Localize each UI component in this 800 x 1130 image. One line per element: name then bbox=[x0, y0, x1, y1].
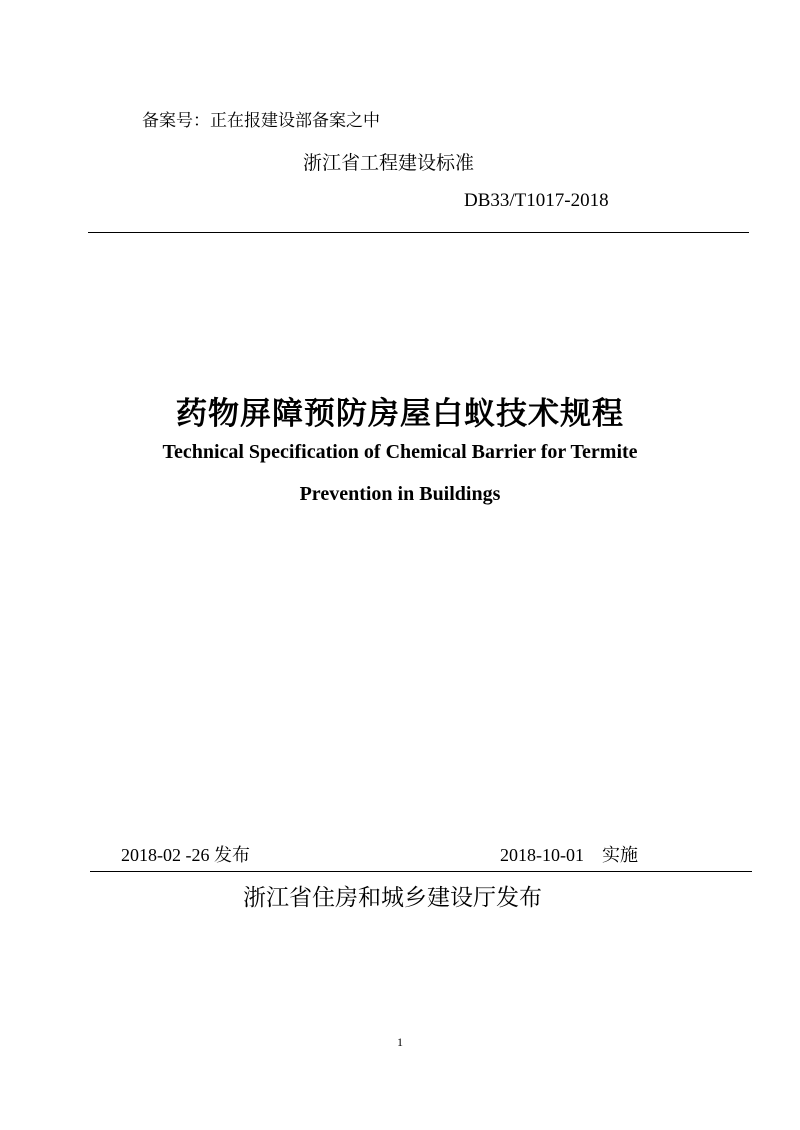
page-number: 1 bbox=[397, 1035, 403, 1049]
implementation-date: 2018-10-01 实施 bbox=[500, 845, 638, 865]
standard-type: 浙江省工程建设标准 bbox=[303, 153, 475, 174]
issue-date: 2018-02 -26 发布 bbox=[121, 845, 250, 865]
top-divider bbox=[88, 232, 749, 233]
bottom-divider bbox=[90, 871, 752, 872]
document-title-english-line2: Prevention in Buildings bbox=[299, 483, 501, 505]
record-number: 备案号：正在报建设部备案之中 bbox=[142, 111, 380, 130]
standard-code: DB33/T1017-2018 bbox=[464, 190, 609, 211]
issuing-authority: 浙江省住房和城乡建设厅发布 bbox=[243, 885, 542, 911]
document-title-english-line1: Technical Specification of Chemical Barrier for Termite bbox=[162, 441, 638, 463]
document-title-chinese: 药物屏障预防房屋白蚁技术规程 bbox=[176, 396, 624, 432]
